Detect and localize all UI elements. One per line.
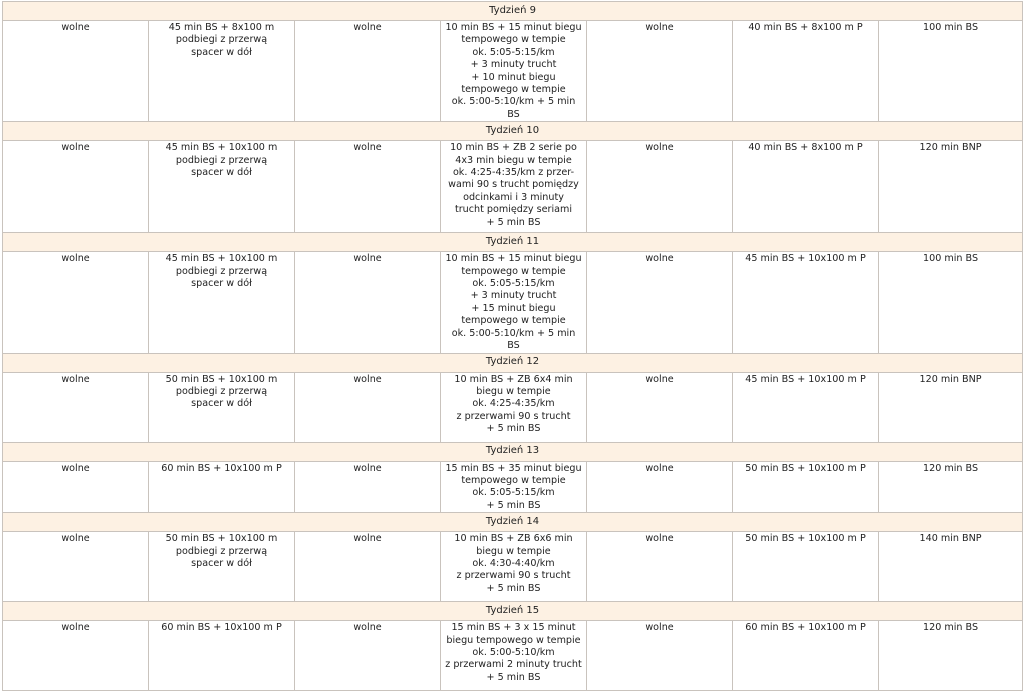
day-cell	[149, 21, 295, 122]
workout-text: wolne	[61, 142, 90, 154]
week-days-row	[3, 532, 1023, 602]
workout-text: 45 min BS + 10x100 m P	[745, 253, 866, 265]
day-cell	[441, 21, 587, 122]
workout-text: 40 min BS + 8x100 m P	[748, 142, 863, 154]
day-cell	[295, 252, 441, 353]
week-header-row	[3, 353, 1023, 372]
workout-text: wolne	[61, 622, 90, 634]
workout-text: 15 min BS + 3 x 15 minut biegu tempowego w tempie ok. 5:00-5:10/km z przerwami 2 minuty trucht + 5 min BS	[445, 622, 582, 683]
workout-text: wolne	[353, 373, 382, 385]
day-cell	[441, 461, 587, 513]
workout-text: 50 min BS + 10x100 m podbiegi z przerwą spacer w dół	[165, 533, 278, 569]
workout-text: 100 min BS	[923, 22, 979, 33]
day-cell	[733, 621, 879, 691]
day-cell	[3, 532, 149, 602]
workout-text: 120 min BNP	[919, 373, 982, 385]
week-header: Tydzień 10	[3, 122, 1023, 141]
workout-text: wolne	[61, 373, 90, 385]
day-cell	[733, 21, 879, 122]
workout-text: 60 min BS + 10x100 m P	[745, 622, 866, 634]
training-plan-table	[2, 1, 1023, 691]
week-days-row	[3, 252, 1023, 353]
workout-text: 45 min BS + 8x100 m podbiegi z przerwą spacer w dół	[168, 22, 275, 58]
day-cell	[733, 461, 879, 513]
week-days-row	[3, 141, 1023, 233]
workout-text: 60 min BS + 10x100 m P	[161, 462, 282, 474]
week-days-row	[3, 461, 1023, 513]
day-cell	[3, 461, 149, 513]
workout-text: wolne	[645, 142, 674, 154]
week-header: Tydzień 11	[3, 233, 1023, 252]
plan-body	[3, 2, 1023, 691]
day-cell	[441, 621, 587, 691]
workout-text: 10 min BS + 15 minut biegu tempowego w tempie ok. 5:05-5:15/km + 3 minuty trucht + 10 minut biegu tempowego w tempie ok. 5:00-5:10/km + 5 min BS	[445, 22, 582, 120]
workout-text: wolne	[353, 253, 382, 265]
workout-text: wolne	[645, 253, 674, 265]
week-header-row	[3, 122, 1023, 141]
day-cell	[149, 141, 295, 233]
workout-text: 100 min BS	[923, 253, 979, 265]
day-cell	[441, 372, 587, 442]
day-cell	[149, 532, 295, 602]
day-cell	[879, 21, 1023, 122]
day-cell	[587, 621, 733, 691]
workout-text: 45 min BS + 10x100 m podbiegi z przerwą spacer w dół	[165, 142, 278, 179]
day-cell	[587, 372, 733, 442]
day-cell	[733, 532, 879, 602]
workout-text: wolne	[61, 462, 90, 474]
day-cell	[295, 372, 441, 442]
day-cell	[733, 252, 879, 353]
day-cell	[441, 532, 587, 602]
workout-text: 40 min BS + 8x100 m P	[748, 22, 863, 33]
day-cell	[3, 621, 149, 691]
day-cell	[149, 461, 295, 513]
workout-text: wolne	[353, 462, 382, 474]
week-days-row	[3, 621, 1023, 691]
workout-text: wolne	[645, 373, 674, 385]
week-header-row	[3, 513, 1023, 532]
week-days-row	[3, 372, 1023, 442]
day-cell	[295, 621, 441, 691]
workout-text: 120 min BS	[923, 622, 979, 634]
day-cell	[295, 461, 441, 513]
day-cell	[733, 141, 879, 233]
workout-text: wolne	[61, 253, 90, 265]
day-cell	[587, 532, 733, 602]
day-cell	[149, 372, 295, 442]
workout-text: 15 min BS + 35 minut biegu tempowego w tempie ok. 5:05-5:15/km + 5 min BS	[445, 462, 582, 511]
day-cell	[879, 532, 1023, 602]
week-header-row	[3, 442, 1023, 461]
workout-text: 60 min BS + 10x100 m P	[161, 622, 282, 634]
day-cell	[149, 621, 295, 691]
day-cell	[879, 252, 1023, 353]
workout-text: 10 min BS + ZB 6x6 min biegu w tempie ok. 4:30-4:40/km z przerwami 90 s trucht + 5 min BS	[454, 533, 573, 594]
week-header-row	[3, 2, 1023, 21]
day-cell	[879, 461, 1023, 513]
workout-text: 45 min BS + 10x100 m podbiegi z przerwą spacer w dół	[165, 253, 278, 290]
day-cell	[149, 252, 295, 353]
workout-text: wolne	[61, 22, 90, 33]
workout-text: 10 min BS + ZB 2 serie po 4x3 min biegu w tempie ok. 4:25-4:35/km z przer- wami 90 s trucht pomiędzy odcinkami i 3 minuty trucht pomiędzy seriami + 5 min BS	[448, 142, 579, 228]
day-cell	[879, 621, 1023, 691]
workout-text: wolne	[645, 22, 674, 33]
day-cell	[3, 141, 149, 233]
week-header-row	[3, 233, 1023, 252]
week-header: Tydzień 13	[3, 442, 1023, 461]
workout-text: wolne	[645, 462, 674, 474]
day-cell	[879, 141, 1023, 233]
workout-text: 50 min BS + 10x100 m P	[745, 462, 866, 474]
workout-text: 120 min BNP	[919, 142, 982, 154]
week-header: Tydzień 14	[3, 513, 1023, 532]
day-cell	[3, 21, 149, 122]
workout-text: wolne	[645, 533, 674, 545]
day-cell	[295, 21, 441, 122]
week-header: Tydzień 9	[3, 2, 1023, 21]
workout-text: 120 min BS	[923, 462, 979, 474]
workout-text: wolne	[61, 533, 90, 545]
day-cell	[733, 372, 879, 442]
day-cell	[295, 532, 441, 602]
workout-text: 45 min BS + 10x100 m P	[745, 373, 866, 385]
day-cell	[587, 252, 733, 353]
day-cell	[587, 461, 733, 513]
workout-text: 50 min BS + 10x100 m P	[745, 533, 866, 545]
week-header: Tydzień 12	[3, 353, 1023, 372]
day-cell	[879, 372, 1023, 442]
week-header: Tydzień 15	[3, 602, 1023, 621]
workout-text: 50 min BS + 10x100 m podbiegi z przerwą spacer w dół	[165, 373, 278, 410]
day-cell	[441, 252, 587, 353]
week-days-row	[3, 21, 1023, 122]
workout-text: wolne	[353, 22, 382, 33]
day-cell	[587, 21, 733, 122]
workout-text: wolne	[353, 622, 382, 634]
workout-text: 140 min BNP	[919, 533, 982, 545]
workout-text: 10 min BS + ZB 6x4 min biegu w tempie ok. 4:25-4:35/km z przerwami 90 s trucht + 5 min BS	[454, 373, 573, 435]
day-cell	[3, 252, 149, 353]
workout-text: wolne	[353, 142, 382, 154]
workout-text: 10 min BS + 15 minut biegu tempowego w tempie ok. 5:05-5:15/km + 3 minuty trucht + 15 minut biegu tempowego w tempie ok. 5:00-5:10/km + 5 min BS	[445, 253, 582, 352]
day-cell	[587, 141, 733, 233]
day-cell	[3, 372, 149, 442]
day-cell	[295, 141, 441, 233]
workout-text: wolne	[645, 622, 674, 634]
week-header-row	[3, 602, 1023, 621]
workout-text: wolne	[353, 533, 382, 545]
day-cell	[441, 141, 587, 233]
